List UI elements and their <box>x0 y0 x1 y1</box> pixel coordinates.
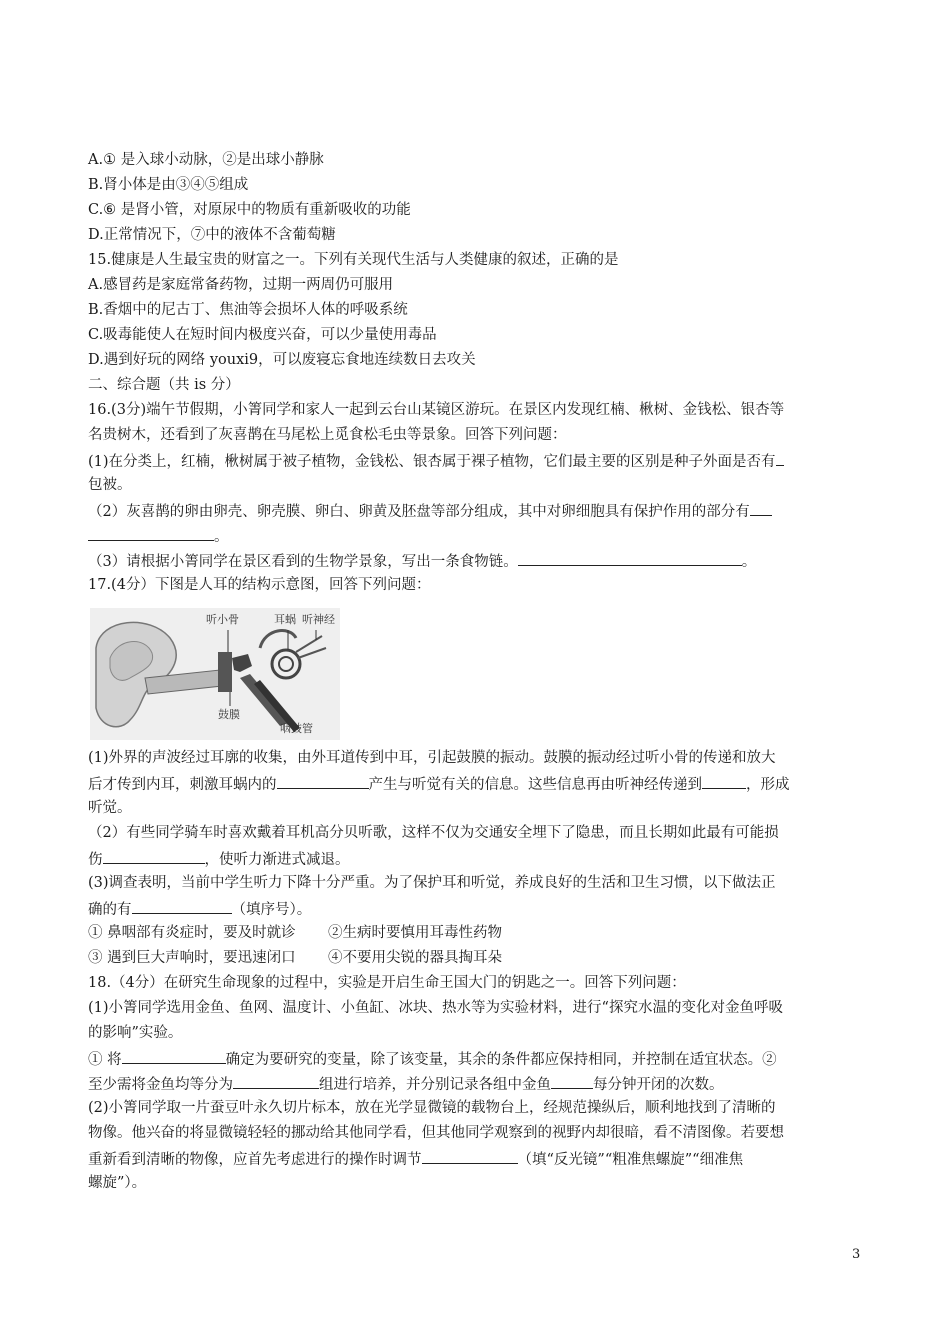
q15-option-b: B.香烟中的尼古丁、焦油等会损坏人体的呼吸系统 <box>88 302 408 318</box>
page-number: 3 <box>852 1247 861 1262</box>
q15-option-a: A.感冒药是家庭常备药物，过期一两周仍可服用 <box>88 277 394 293</box>
answer-blank <box>551 1071 593 1089</box>
q18-part1-text-c: 至少需将金鱼均等分为 <box>88 1077 233 1093</box>
q16-stem-line1: 16.(3分)端午节假期，小箐同学和家人一起到云台山某镜区游玩。在景区内发现红楠、楸树、金钱松、银杏等 <box>88 402 785 418</box>
ear-structure-diagram <box>90 608 340 740</box>
q16-part3-end: 。 <box>741 554 757 570</box>
auditory-nerve-label: 听神经 <box>302 613 335 626</box>
ossicles-label: 听小骨 <box>206 613 239 626</box>
q17-choices-row1 <box>88 921 868 946</box>
exam-page-body <box>88 148 868 1196</box>
q14-option-a: A.① 是入球小动脉，②是出球小静脉 <box>88 152 324 168</box>
q17-part1-text-b: 产生与听觉有关的信息。这些信息再由听神经传递到 <box>368 777 702 793</box>
q16-part2-line2 <box>88 523 868 548</box>
q16-part2-end: 。 <box>214 529 229 545</box>
q17-part2-line2 <box>88 846 868 871</box>
q17-choice-1: ① 鼻咽部有炎症时，要及时就诊 <box>88 925 296 941</box>
eardrum-label: 鼓膜 <box>218 708 240 721</box>
q17-part3-text-b: （填序号）。 <box>231 902 312 918</box>
q18-part2-text-a: 重新看到清晰的物像，应首先考虑进行的操作时调节 <box>88 1152 422 1168</box>
q16-part1-line1 <box>88 448 868 473</box>
q18-part1-text-b: 确定为要研究的变量，除了该变量，其余的条件都应保持相同，并控制在适宜状态。② <box>225 1052 777 1068</box>
q18-part2-text-b: （填“反光镜”“粗准焦螺旋”“细准焦 <box>517 1152 744 1168</box>
answer-blank <box>132 896 232 914</box>
answer-blank <box>103 846 205 864</box>
q17-choice-2: ②生病时要慎用耳毒性药物 <box>328 925 502 941</box>
q18-part1-text-a: ① 将 <box>88 1052 122 1068</box>
cochlea-label: 耳蜗 <box>274 613 296 626</box>
q18-part2-line1: (2)小箐同学取一片蚕豆叶永久切片标本，放在光学显微镜的载物台上，经规范操纵后，顺利地找到了清晰的 <box>88 1100 776 1116</box>
answer-blank <box>422 1146 518 1164</box>
q17-choice-4: ④不要用尖锐的器具掏耳朵 <box>328 950 502 966</box>
q17-part1-text-a: 后才传到内耳，刺激耳蜗内的 <box>88 777 277 793</box>
section-2-title: 二、综合题（共 is 分） <box>88 377 240 393</box>
answer-blank <box>750 498 772 516</box>
q15-stem: 15.健康是人生最宝贵的财富之一。下列有关现代生活与人类健康的叙述，正确的是 <box>88 252 619 268</box>
answer-blank <box>702 771 746 789</box>
q17-part3-text-a: 确的有 <box>88 902 132 918</box>
q18-part1-line3 <box>88 1046 868 1071</box>
answer-blank <box>776 448 784 466</box>
q17-part1-text-c: ，形成 <box>746 777 790 793</box>
q15-option-c: C.吸毒能使人在短时间内极度兴奋，可以少量使用毒品 <box>88 327 437 343</box>
q18-part1-line1: (1)小箐同学选用金鱼、鱼网、温度计、小鱼缸、冰块、热水等为实验材料，进行“探究水温的变化对金鱼呼吸 <box>88 1000 783 1016</box>
q14-option-c: C.⑥ 是肾小管，对原尿中的物质有重新吸收的功能 <box>88 202 411 218</box>
answer-blank <box>88 523 214 541</box>
q14-option-d: D.正常情况下，⑦中的液体不含葡萄糖 <box>88 227 336 243</box>
q18-part1-line2: 的影响”实验。 <box>88 1025 183 1041</box>
q18-part2-line4: 螺旋”）。 <box>88 1175 147 1191</box>
q17-part2-text-b: ，使听力渐进式减退。 <box>204 852 350 868</box>
q17-part2-line1: （2）有些同学骑车时喜欢戴着耳机高分贝听歌，这样不仅为交通安全埋下了隐患，而且长期如此最有可能损 <box>88 825 779 841</box>
q17-part2-text-a: 伤 <box>88 852 103 868</box>
q16-part2-line1 <box>88 498 868 523</box>
q18-stem: 18.（4分）在研究生命现象的过程中，实验是开启生命王国大门的钥匙之一。回答下列问题： <box>88 975 686 991</box>
q17-choice-3: ③ 遇到巨大声响时，要迅速闭口 <box>88 950 296 966</box>
q17-part1-line3: 听觉。 <box>88 800 132 816</box>
q17-part3-line2 <box>88 896 868 921</box>
q17-stem: 17.(4分）下图是人耳的结构示意图，回答下列问题： <box>88 577 431 593</box>
q15-option-d: D.遇到好玩的网络 youxi9，可以废寝忘食地连续数日去攻关 <box>88 352 476 368</box>
q16-part3-text: （3）请根据小箐同学在景区看到的生物学景象，写出一条食物链。 <box>88 554 518 570</box>
q16-part1-text: (1)在分类上，红楠，楸树属于被子植物，金钱松、银杏属于裸子植物，它们最主要的区别是种子外面是否有 <box>88 454 776 470</box>
answer-blank <box>277 771 369 789</box>
q16-part2-text: （2）灰喜鹊的卵由卵壳、卵壳膜、卵白、卵黄及胚盘等部分组成，其中对卵细胞具有保护作用的部分有 <box>88 504 750 520</box>
q17-part1-line1: (1)外界的声波经过耳廓的收集，由外耳道传到中耳，引起鼓膜的振动。鼓膜的振动经过听小骨的传递和放大 <box>88 750 776 766</box>
eustachian-tube-label: 咽鼓管 <box>280 722 313 735</box>
answer-blank <box>518 548 742 566</box>
answer-blank <box>122 1046 226 1064</box>
q16-part1-line2: 包被。 <box>88 477 132 493</box>
answer-blank <box>233 1071 319 1089</box>
q17-part3-line1: (3)调查表明，当前中学生听力下降十分严重。为了保护耳和听觉，养成良好的生活和卫生习惯，以下做法正 <box>88 875 776 891</box>
q18-part1-text-e: 每分钟开闭的次数。 <box>593 1077 724 1093</box>
q14-option-b: B.肾小体是由③④⑤组成 <box>88 177 249 193</box>
q16-stem-line2: 名贵树木，还看到了灰喜鹊在马尾松上觅食松毛虫等景象。回答下列问题： <box>88 427 567 443</box>
q17-part1-line2 <box>88 771 868 796</box>
q17-choices-row2 <box>88 946 868 971</box>
q18-part1-text-d: 组进行培养，并分别记录各组中金鱼 <box>319 1077 551 1093</box>
q16-part3 <box>88 548 868 573</box>
q18-part2-line2: 物像。他兴奋的将显微镜轻轻的挪动给其他同学看，但其他同学观察到的视野内却很暗，看不清图像。若要想 <box>88 1125 784 1141</box>
q18-part1-line4 <box>88 1071 868 1096</box>
q18-part2-line3 <box>88 1146 868 1171</box>
